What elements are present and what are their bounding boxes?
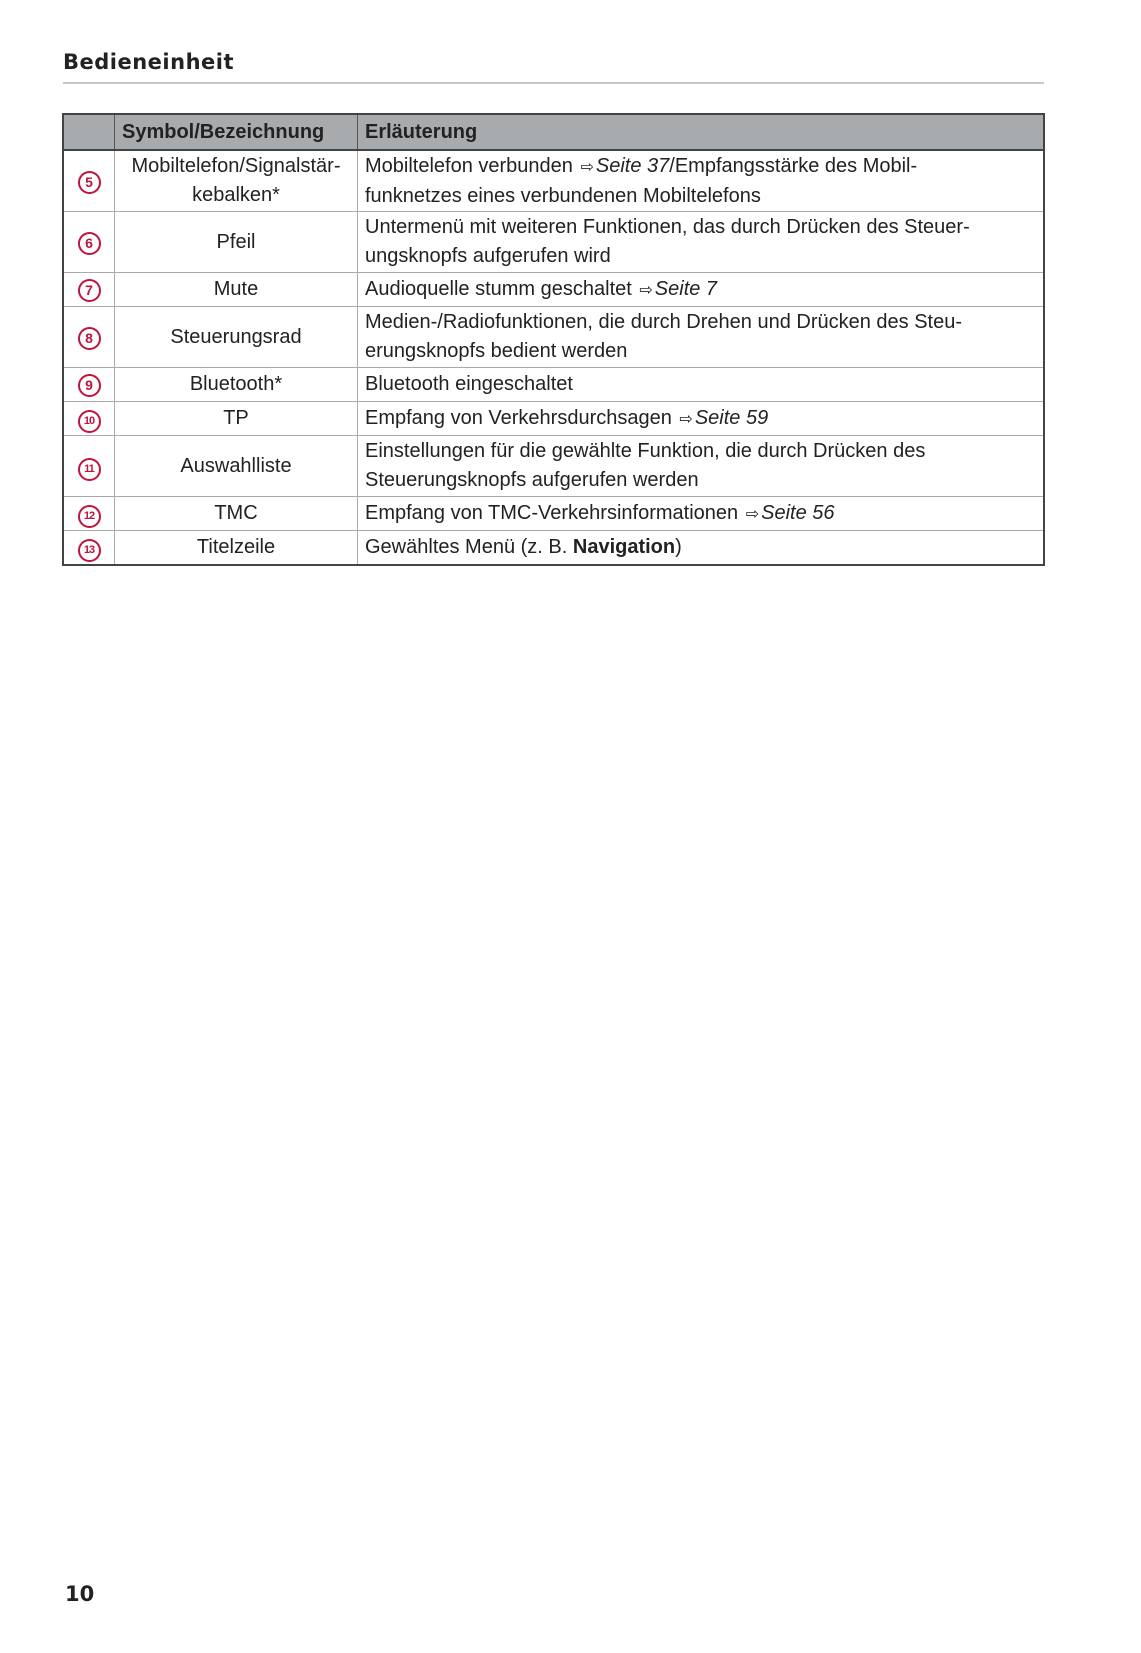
symbol-name-cell: [115, 212, 358, 273]
description-text: Empfang von TMC-Verkehrsinformationen: [365, 501, 744, 524]
description-text: Empfang von Verkehrsdurchsagen: [365, 406, 678, 429]
description-text: Audioquelle stumm geschaltet: [365, 277, 638, 300]
table-row: [63, 368, 1044, 402]
bold-term: Navigation: [572, 536, 676, 558]
description-text: Einstellungen für die gewählte Funktion, die durch Drücken des: [365, 440, 926, 462]
column-header-symbol: Symbol/Bezeichnung: [115, 114, 358, 150]
column-header-number: [63, 114, 115, 150]
symbol-name-line: Pfeil: [216, 230, 256, 253]
symbol-name-cell: [115, 436, 358, 497]
symbol-name-cell: [115, 150, 358, 212]
circled-number-badge: 10: [78, 410, 101, 433]
symbol-name-line: Titelzeile: [196, 536, 276, 558]
symbol-name-line: TP: [223, 407, 249, 429]
symbol-name-line: Mute: [213, 278, 259, 300]
table-row: [63, 307, 1044, 368]
description-cell: [358, 212, 1045, 273]
description-cell: [358, 307, 1045, 368]
page-reference-link[interactable]: Seite 56: [761, 501, 835, 524]
description-text: Steuerungsknopfs aufgerufen werden: [365, 469, 699, 491]
table-row: [63, 402, 1044, 436]
circled-number-badge: 9: [78, 374, 101, 397]
description-text: funknetzes eines verbundenen Mobiltelefons: [365, 184, 761, 207]
symbol-name-line: Mobiltelefon/Signalstär-: [131, 155, 341, 177]
symbol-name-line: Bluetooth*: [189, 373, 283, 395]
column-header-description: Erläuterung: [358, 114, 1045, 150]
arrow-right-icon: ⇨: [580, 158, 594, 176]
description-cell: [358, 402, 1045, 436]
table-row: [63, 497, 1044, 531]
circled-number-badge: 12: [78, 505, 101, 528]
page-reference-link[interactable]: Seite 7: [654, 277, 718, 300]
row-number-cell: [63, 212, 115, 273]
description-cell: [358, 368, 1045, 402]
symbol-table: [62, 113, 1045, 566]
table-row: [63, 436, 1044, 497]
row-number-cell: [63, 402, 115, 436]
description-text: Gewähltes Menü (z. B.: [365, 536, 573, 558]
table-row: [63, 531, 1044, 566]
description-text: /Empfangsstärke des Mobil-: [669, 154, 918, 177]
row-number-cell: [63, 273, 115, 307]
symbol-name-cell: [115, 531, 358, 566]
arrow-right-icon: ⇨: [679, 410, 693, 428]
symbol-name-cell: [115, 273, 358, 307]
description-cell: [358, 531, 1045, 566]
symbol-name-cell: [115, 368, 358, 402]
description-text: erungsknopfs bedient werden: [365, 340, 628, 362]
description-cell: [358, 150, 1045, 212]
circled-number-badge: 8: [78, 327, 101, 350]
row-number-cell: [63, 436, 115, 497]
description-cell: [358, 497, 1045, 531]
description-text: ungsknopfs aufgerufen wird: [365, 245, 611, 267]
description-cell: [358, 436, 1045, 497]
description-text: Untermenü mit weiteren Funktionen, das durch Drücken des Steuer-: [365, 216, 970, 238]
circled-number-badge: 7: [78, 279, 101, 302]
row-number-cell: [63, 150, 115, 212]
table-row: [63, 212, 1044, 273]
heading-divider: [63, 82, 1044, 84]
circled-number-badge: 11: [78, 458, 101, 481]
table-row: [63, 273, 1044, 307]
page-reference-link[interactable]: Seite 37: [595, 154, 670, 177]
table-row: [63, 150, 1044, 212]
symbol-name-line: Steuerungsrad: [170, 325, 302, 348]
arrow-right-icon: ⇨: [745, 505, 760, 523]
circled-number-badge: 6: [78, 232, 101, 255]
symbol-name-cell: [115, 402, 358, 436]
description-text: Mobiltelefon verbunden: [365, 154, 579, 177]
description-text: Medien-/Radiofunktionen, die durch Drehen und Drücken des Steu-: [365, 311, 963, 333]
description-text: ): [675, 536, 682, 558]
table-header-row: [63, 114, 1044, 150]
row-number-cell: [63, 307, 115, 368]
row-number-cell: [63, 497, 115, 531]
symbol-name-line: TMC: [214, 502, 258, 524]
symbol-name-cell: [115, 497, 358, 531]
row-number-cell: [63, 368, 115, 402]
symbol-name-line: kebalken*: [192, 184, 280, 206]
page-number: 10: [65, 1582, 95, 1606]
page-reference-link[interactable]: Seite 59: [694, 406, 769, 429]
arrow-right-icon: ⇨: [639, 281, 653, 299]
description-cell: [358, 273, 1045, 307]
description-text: Bluetooth eingeschaltet: [365, 373, 573, 395]
circled-number-badge: 13: [78, 539, 101, 562]
row-number-cell: [63, 531, 115, 566]
symbol-name-line: Auswahlliste: [180, 454, 292, 477]
section-heading: Bedieneinheit: [63, 50, 234, 74]
circled-number-badge: 5: [78, 171, 101, 194]
symbol-name-cell: [115, 307, 358, 368]
